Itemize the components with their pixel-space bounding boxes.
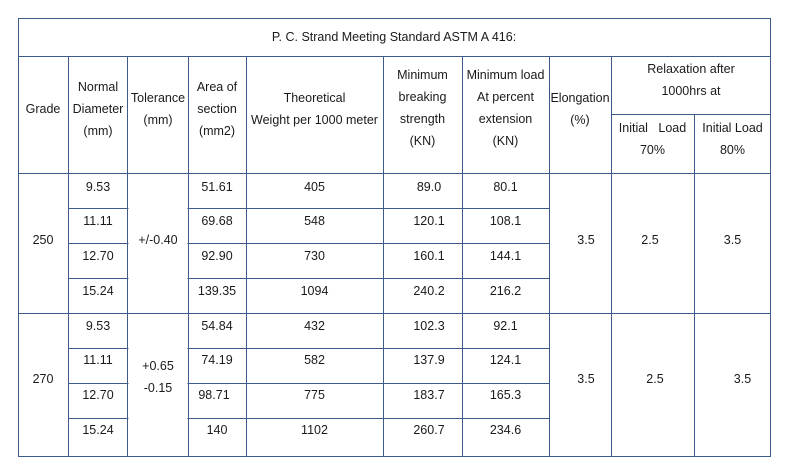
header-relaxation xyxy=(611,58,771,102)
table-title: P. C. Strand Meeting Standard ASTM A 416: xyxy=(271,30,517,44)
table-row-7-diameter: 12.70 xyxy=(82,388,114,402)
header-minload xyxy=(462,64,549,152)
table-row-5-minload: 92.1 xyxy=(493,319,518,333)
table-row-1-breaking: 89.0 xyxy=(416,180,442,194)
table-row-5-weight: 432 xyxy=(304,319,325,333)
table-row-5-breaking: 102.3 xyxy=(413,319,445,333)
header-minload-line1: Minimum load xyxy=(466,68,545,82)
header-breaking-line2: breaking xyxy=(398,90,447,104)
table-row-6-area: 74.19 xyxy=(201,353,233,367)
table-row-4-area: 139.35 xyxy=(197,284,237,298)
header-area xyxy=(188,76,246,142)
table-row-5-diameter: 9.53 xyxy=(85,319,111,333)
header-area-line2: section xyxy=(197,102,237,116)
table-row-7-weight: 775 xyxy=(304,388,325,402)
table-row-8-minload: 234.6 xyxy=(489,423,522,437)
table-row-3-minload: 144.1 xyxy=(489,249,522,263)
table-row-8-weight: 1102 xyxy=(301,423,328,437)
header-diameter xyxy=(68,76,128,142)
header-relaxation-line2: 1000hrs at xyxy=(661,84,721,98)
table-row-1-weight: 405 xyxy=(304,180,325,194)
table-row-7-area: 98.71 xyxy=(198,388,230,402)
table-row-2-minload: 108.1 xyxy=(489,214,522,228)
table-row-2-diameter: 11.11 xyxy=(83,214,113,228)
header-grade: Grade xyxy=(25,102,61,116)
table-row-3-diameter: 12.70 xyxy=(82,249,114,263)
table-row-6-breaking: 137.9 xyxy=(413,353,445,367)
header-relax70-line1: Initial Load xyxy=(618,121,687,135)
table-row-8-breaking: 260.7 xyxy=(413,423,445,437)
group1-relax70: 2.5 xyxy=(641,233,659,247)
header-area-line1: Area of xyxy=(196,80,238,94)
group1-relax80: 3.5 xyxy=(723,233,742,247)
table-row-2-breaking: 120.1 xyxy=(413,214,445,228)
header-breaking-line1: Minimum xyxy=(397,68,448,82)
header-relax80 xyxy=(694,117,771,161)
group2-tolerance-line2: -0.15 xyxy=(143,381,173,395)
header-elongation-line2: (%) xyxy=(570,113,590,127)
table-row-5-area: 54.84 xyxy=(201,319,233,333)
table-row-1-diameter: 9.53 xyxy=(85,180,111,194)
header-relax70-line2: 70% xyxy=(639,143,666,157)
group1-grade: 250 xyxy=(32,233,54,247)
table-row-1-area: 51.61 xyxy=(201,180,233,194)
group2-relax70: 2.5 xyxy=(646,372,664,386)
table-row-3-weight: 730 xyxy=(304,249,325,263)
table-row-3-breaking: 160.1 xyxy=(413,249,445,263)
header-diameter-line3: (mm) xyxy=(83,124,113,138)
table-row-4-diameter: 15.24 xyxy=(82,284,114,298)
header-relax80-line1: Initial Load xyxy=(702,121,763,135)
header-minload-line4: (KN) xyxy=(492,134,519,148)
table-row-7-minload: 165.3 xyxy=(489,388,522,402)
table-row-2-weight: 548 xyxy=(304,214,325,228)
header-weight-line2: Weight per 1000 meter xyxy=(251,113,378,127)
table-row-8-area: 140 xyxy=(206,423,228,437)
group2-grade: 270 xyxy=(32,372,54,386)
header-diameter-line2: Diameter xyxy=(72,102,124,116)
header-relaxation-line1: Relaxation after xyxy=(647,62,735,76)
header-diameter-line1: Normal xyxy=(77,80,119,94)
group1-elongation: 3.5 xyxy=(577,233,595,247)
header-breaking xyxy=(383,64,462,152)
header-tolerance-line1: Tolerance xyxy=(130,91,186,105)
table-row-6-weight: 582 xyxy=(304,353,325,367)
header-breaking-line4: (KN) xyxy=(409,134,436,148)
header-relax80-line2: 80% xyxy=(719,143,746,157)
table-row-4-weight: 1094 xyxy=(300,284,329,298)
header-area-line3: (mm2) xyxy=(198,124,236,138)
table-row-4-breaking: 240.2 xyxy=(413,284,445,298)
header-minload-line3: extension xyxy=(478,112,533,126)
table-row-2-area: 69.68 xyxy=(201,214,233,228)
table-row-3-area: 92.90 xyxy=(201,249,233,263)
group2-relax80: 3.5 xyxy=(733,372,752,386)
table-row-1-minload: 80.1 xyxy=(493,180,518,194)
table-row-7-breaking: 183.7 xyxy=(413,388,445,402)
header-breaking-line3: strength xyxy=(399,112,446,126)
header-relax70 xyxy=(611,117,694,161)
table-row-4-minload: 216.2 xyxy=(489,284,522,298)
header-minload-line2: At percent xyxy=(477,90,534,104)
header-weight xyxy=(246,87,383,131)
group2-tolerance xyxy=(128,355,188,399)
header-tolerance-line2: (mm) xyxy=(143,113,173,127)
header-elongation-line1: Elongation xyxy=(550,91,610,105)
table-row-8-diameter: 15.24 xyxy=(82,423,114,437)
group2-tolerance-line1: +0.65 xyxy=(142,359,174,373)
table-row-6-diameter: 11.11 xyxy=(83,353,113,367)
group1-tolerance: +/-0.40 xyxy=(138,233,178,247)
header-elongation xyxy=(549,87,611,131)
header-tolerance xyxy=(128,87,188,131)
header-weight-line1: Theoretical xyxy=(283,91,346,105)
group2-elongation: 3.5 xyxy=(577,372,595,386)
table-row-6-minload: 124.1 xyxy=(489,353,522,367)
